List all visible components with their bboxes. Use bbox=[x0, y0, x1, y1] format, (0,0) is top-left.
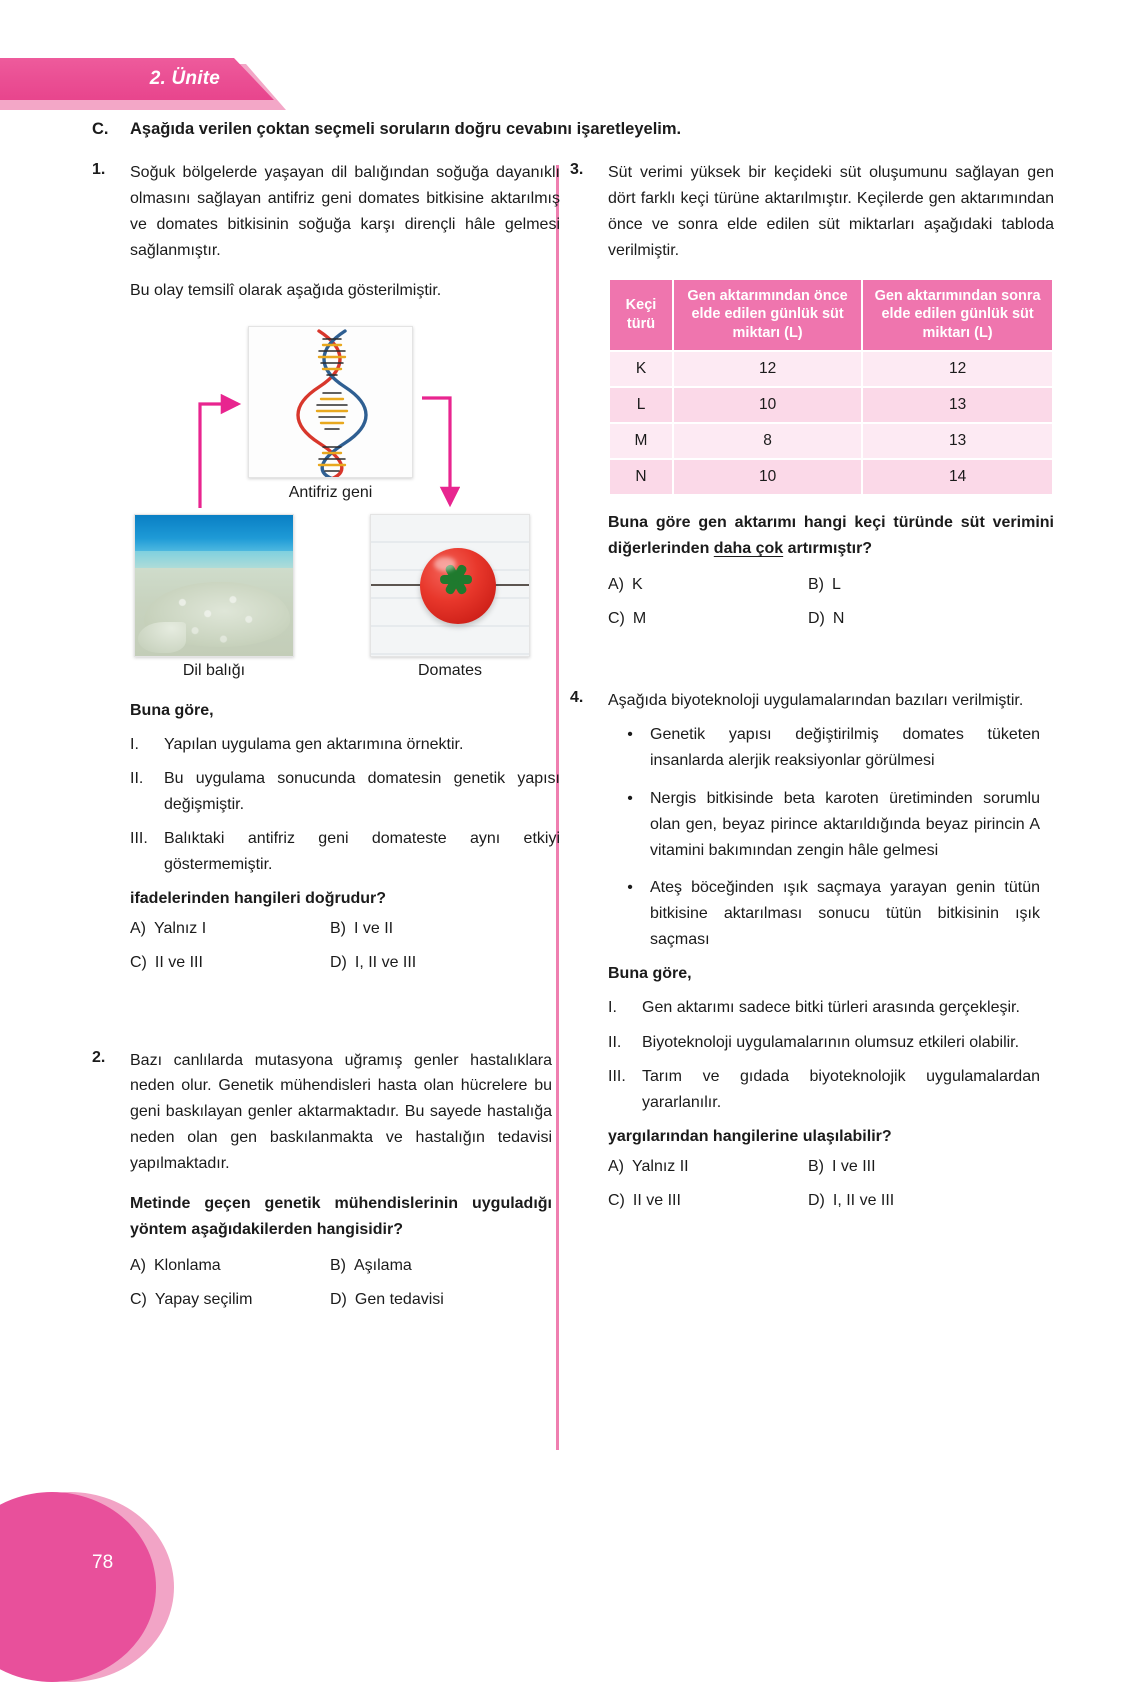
table-row bbox=[610, 388, 1052, 422]
question-2-number: 2. bbox=[92, 1048, 106, 1066]
question-2-prompt: Metinde geçen genetik mühendislerinin uyguladığı yöntem aşağıdakilerden hangisidir? bbox=[130, 1195, 552, 1238]
option-a-text: Yalnız I bbox=[154, 919, 207, 937]
statement-numeral: I. bbox=[130, 735, 139, 753]
cell-after: 14 bbox=[863, 460, 1052, 494]
milk-yield-table bbox=[608, 278, 1054, 497]
statement-numeral: III. bbox=[608, 1068, 626, 1086]
bullet-dot-icon: • bbox=[627, 879, 633, 897]
cell-species: M bbox=[610, 424, 672, 458]
statement-text: Gen aktarımı sadece bitki türleri arasında gerçekleşir. bbox=[642, 999, 1020, 1017]
question-1 bbox=[92, 160, 560, 988]
option-b[interactable] bbox=[330, 920, 393, 938]
question-4-number: 4. bbox=[570, 688, 584, 706]
bullet-dot-icon: • bbox=[627, 789, 633, 807]
table-row bbox=[610, 460, 1052, 494]
option-b-text: I ve III bbox=[832, 1157, 876, 1175]
option-c[interactable] bbox=[130, 1291, 330, 1309]
option-c-label: C) bbox=[130, 1290, 147, 1308]
option-a[interactable] bbox=[608, 1158, 808, 1176]
option-b-label: B) bbox=[808, 1157, 824, 1175]
option-a-text: K bbox=[632, 575, 643, 593]
question-1-lead: Buna göre, bbox=[130, 701, 214, 719]
statement-item bbox=[608, 1064, 1040, 1115]
option-d-text: Gen tedavisi bbox=[354, 1290, 444, 1308]
question-3-prompt-after: artırmıştır? bbox=[783, 540, 873, 558]
option-b-text: Aşılama bbox=[354, 1256, 412, 1274]
question-1-paragraph-1: Soğuk bölgelerde yaşayan dil balığından soğuğa dayanıklı olmasını sağlayan antifriz geni domates bitkisine aktarılmış ve domates bitkisinin soğuğa karşı dirençli hâle gelmesi sağlanmıştır. bbox=[130, 164, 560, 259]
question-2-options bbox=[130, 1257, 552, 1309]
question-4-prompt: yargılarından hangilerine ulaşılabilir? bbox=[608, 1127, 892, 1145]
option-a-text: Klonlama bbox=[154, 1256, 221, 1274]
column-header-0: Keçi türü bbox=[610, 280, 672, 351]
option-c-label: C) bbox=[608, 609, 625, 627]
option-b-text: I ve II bbox=[354, 919, 394, 937]
tomato-caption: Domates bbox=[417, 661, 483, 679]
question-3-prompt bbox=[608, 510, 1054, 562]
statement-text: Tarım ve gıdada biyoteknolojik uygulamalardan yararlanılır. bbox=[642, 1068, 1040, 1111]
option-a[interactable] bbox=[608, 576, 808, 594]
statement-item bbox=[130, 826, 560, 877]
option-c-text: M bbox=[632, 609, 647, 627]
section-letter: C. bbox=[92, 120, 109, 138]
option-c[interactable] bbox=[608, 1192, 808, 1210]
statement-item bbox=[130, 732, 560, 758]
option-c-text: II ve III bbox=[632, 1191, 681, 1209]
option-b-label: B) bbox=[808, 575, 824, 593]
question-1-options bbox=[130, 920, 560, 972]
statement-numeral: II. bbox=[130, 770, 144, 788]
option-c-label: C) bbox=[608, 1191, 625, 1209]
list-item bbox=[626, 786, 1040, 864]
right-column bbox=[570, 160, 1054, 1230]
section-heading bbox=[92, 120, 1052, 139]
option-b-label: B) bbox=[330, 1256, 346, 1274]
option-a-label: A) bbox=[608, 1157, 624, 1175]
question-4 bbox=[570, 688, 1040, 1226]
option-a-text: Yalnız II bbox=[632, 1157, 689, 1175]
left-column bbox=[92, 160, 560, 1329]
cell-species: N bbox=[610, 460, 672, 494]
cell-species: L bbox=[610, 388, 672, 422]
statement-numeral: III. bbox=[130, 830, 148, 848]
cell-before: 12 bbox=[674, 352, 861, 386]
option-d-label: D) bbox=[330, 953, 347, 971]
option-a-label: A) bbox=[608, 575, 624, 593]
table-header-row bbox=[610, 280, 1052, 351]
option-a-label: A) bbox=[130, 919, 146, 937]
option-a-label: A) bbox=[130, 1256, 146, 1274]
statement-text: Biyoteknoloji uygulamalarının olumsuz etkileri olabilir. bbox=[642, 1033, 1020, 1051]
option-d-label: D) bbox=[808, 609, 825, 627]
option-b[interactable] bbox=[330, 1257, 412, 1275]
gene-caption: Antifriz geni bbox=[288, 483, 373, 501]
option-c-label: C) bbox=[130, 953, 147, 971]
question-3-number: 3. bbox=[570, 161, 584, 178]
question-2-paragraph-1: Bazı canlılarda mutasyona uğramış genler hastalıklara neden olur. Genetik mühendisleri hasta olan hücrelere bu geni baskılayan genler aktarmaktadır. Bu sayede hastalığa neden olan gen baskılanmakta ve hastalığın tedavisi yapılmaktadır. bbox=[130, 1051, 552, 1173]
option-d-text: I, II ve III bbox=[354, 953, 417, 971]
option-d-text: N bbox=[832, 609, 845, 627]
statement-numeral: II. bbox=[608, 1033, 622, 1051]
cell-species: K bbox=[610, 352, 672, 386]
cell-before: 8 bbox=[674, 424, 861, 458]
fish-caption: Dil balığı bbox=[182, 661, 246, 679]
question-1-statements bbox=[130, 732, 560, 878]
question-4-paragraph-1: Aşağıda biyoteknoloji uygulamalarından bazıları verilmiştir. bbox=[608, 691, 1024, 709]
statement-text: Yapılan uygulama gen aktarımına örnektir. bbox=[164, 735, 464, 753]
statement-numeral: I. bbox=[608, 999, 617, 1017]
option-b[interactable] bbox=[808, 1158, 876, 1176]
section-title: Aşağıda verilen çoktan seçmeli soruların doğru cevabını işaretleyelim. bbox=[130, 120, 682, 138]
question-3-prompt-before: Buna göre gen aktarımı hangi keçi türünde süt verimini diğerlerinden bbox=[608, 514, 1054, 558]
question-3-options bbox=[608, 576, 1054, 628]
cell-after: 12 bbox=[863, 352, 1052, 386]
question-4-options bbox=[608, 1158, 1040, 1210]
flatfish-photo bbox=[134, 514, 294, 657]
column-header-1: Gen aktarımından önce elde edilen günlük süt miktarı (L) bbox=[674, 280, 861, 351]
question-3-paragraph-1: Süt verimi yüksek bir keçideki süt oluşumunu sağlayan gen dört farklı keçi türüne aktarılmıştır. Keçilerde gen aktarımından önce ve sonra elde edilen süt miktarları aşağıdaki tabloda verilmiştir. bbox=[608, 164, 1054, 259]
tomato-photo bbox=[370, 514, 530, 657]
option-c[interactable] bbox=[130, 954, 330, 972]
option-d-label: D) bbox=[808, 1191, 825, 1209]
dna-helix-icon bbox=[248, 326, 413, 478]
unit-banner-label: 2. Ünite bbox=[149, 68, 220, 89]
footer-decoration bbox=[0, 1492, 198, 1682]
cell-before: 10 bbox=[674, 388, 861, 422]
statement-item bbox=[608, 995, 1040, 1021]
option-a[interactable] bbox=[130, 920, 330, 938]
bullet-text: Genetik yapısı değiştirilmiş domates tüketen insanlarda alerjik reaksiyonlar görülmesi bbox=[650, 725, 1040, 769]
question-1-number: 1. bbox=[92, 161, 106, 178]
question-2 bbox=[92, 1048, 552, 1325]
question-3 bbox=[570, 160, 1054, 644]
table-row bbox=[610, 352, 1052, 386]
statement-text: Balıktaki antifriz geni domateste aynı etkiyi göstermemiştir. bbox=[164, 830, 560, 873]
option-c-text: II ve III bbox=[154, 953, 203, 971]
column-header-2: Gen aktarımından sonra elde edilen günlük süt miktarı (L) bbox=[863, 280, 1052, 351]
question-1-paragraph-2: Bu olay temsilî olarak aşağıda gösterilmiştir. bbox=[130, 281, 442, 299]
list-item bbox=[626, 875, 1040, 953]
list-item bbox=[626, 722, 1040, 774]
question-1-prompt: ifadelerinden hangileri doğrudur? bbox=[130, 889, 387, 907]
gene-transfer-diagram bbox=[130, 318, 560, 688]
option-d[interactable] bbox=[808, 1192, 894, 1210]
option-b[interactable] bbox=[808, 576, 841, 594]
bullet-text: Ateş böceğinden ışık saçmaya yarayan genin tütün bitkisine aktarılması sonucu tütün bitkisinin ışık saçması bbox=[650, 879, 1040, 949]
bullet-text: Nergis bitkisinde beta karoten üretiminden sorumlu olan gen, beyaz pirince aktarıldığında beyaz pirincin A vitamini bakımından zengin hâle gelmesi bbox=[650, 789, 1040, 859]
option-b-label: B) bbox=[330, 919, 346, 937]
page-number: 78 bbox=[92, 1552, 114, 1573]
cell-before: 10 bbox=[674, 460, 861, 494]
option-d-label: D) bbox=[330, 1290, 347, 1308]
question-4-lead: Buna göre, bbox=[608, 965, 692, 983]
question-4-statements bbox=[608, 995, 1040, 1115]
option-a[interactable] bbox=[130, 1257, 330, 1275]
option-c-text: Yapay seçilim bbox=[154, 1290, 253, 1308]
cell-after: 13 bbox=[863, 388, 1052, 422]
statement-text: Bu uygulama sonucunda domatesin genetik yapısı değişmiştir. bbox=[164, 770, 560, 813]
option-d[interactable] bbox=[808, 610, 844, 628]
question-3-prompt-underlined: daha çok bbox=[713, 540, 784, 558]
table-row bbox=[610, 424, 1052, 458]
option-d[interactable] bbox=[330, 1291, 444, 1309]
question-4-bullets bbox=[608, 722, 1040, 953]
option-c[interactable] bbox=[608, 610, 808, 628]
unit-banner bbox=[0, 58, 286, 104]
option-b-text: L bbox=[832, 575, 841, 593]
option-d-text: I, II ve III bbox=[832, 1191, 895, 1209]
option-d[interactable] bbox=[330, 954, 416, 972]
bullet-dot-icon: • bbox=[627, 725, 633, 743]
cell-after: 13 bbox=[863, 424, 1052, 458]
statement-item bbox=[130, 766, 560, 817]
statement-item bbox=[608, 1030, 1040, 1056]
